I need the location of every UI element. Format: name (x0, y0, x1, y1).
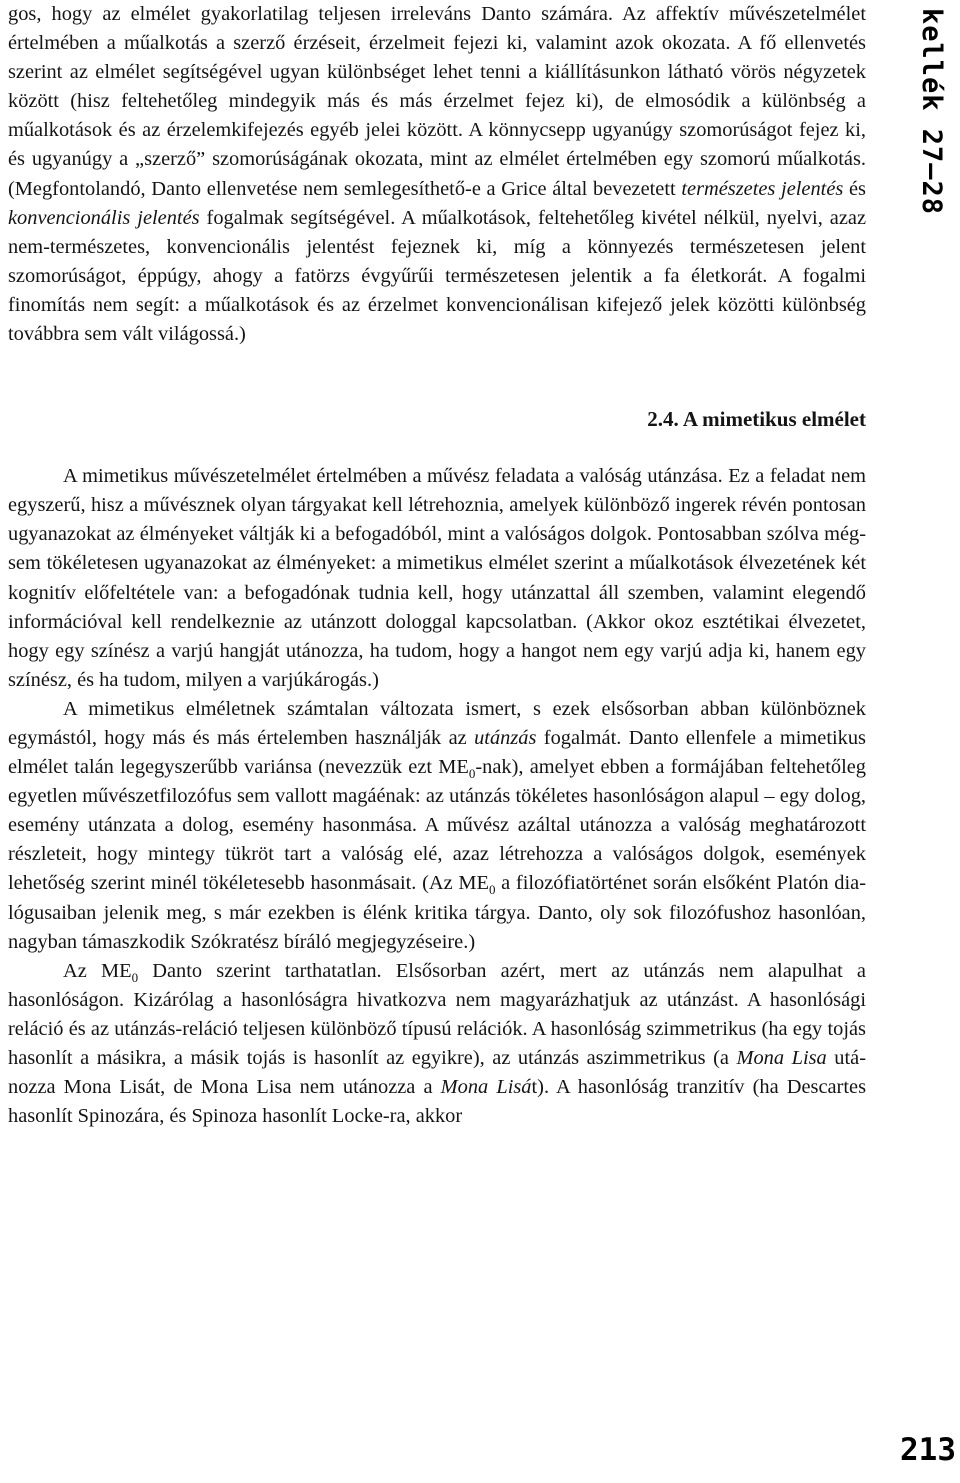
paragraph-text: és (843, 177, 866, 200)
italic-title: Mona Lisa (736, 1047, 827, 1069)
subscript: 0 (488, 882, 496, 898)
paragraph-text: A mimetikus elméletnek számtalan változata ismert, s ezek elsősorban abban különböznek egymástól, hogy más és más értelemben használják az (8, 697, 866, 749)
paragraph-mimetic-variants (8, 695, 866, 957)
italic-term: utánzás (474, 726, 537, 749)
paragraph-text: utánozza Mona Lisát, de Mona Lisa nem utánozza a (8, 1047, 867, 1099)
paragraph-text: t). A hasonlóság tranzitív (ha Descartes hasonlít Spinozára, és Spinoza hasonlít Locke-ra, akkor (8, 1076, 866, 1128)
text-column (8, 0, 866, 1131)
subscript: 0 (131, 969, 139, 985)
italic-title: Mona Lisá (440, 1076, 532, 1099)
paragraph-text: a filozófiatörténet során elsőként Platón dialógusaiban jelenik meg, s már ezekben is élénk kritika tárgya. Danto, oly sok filozófushoz hasonlóan, nagyban támaszkodik Szókratész bíráló megjegyzéseire.) (8, 872, 867, 953)
paragraph-mimetic-intro: A mimetikus művészetelmélet értelmében a művész feladata a valóság utánzása. Ez a feladat nem egyszerű, hisz a művésznek olyan tárgyakat kell létrehoznia, amelyek különböző ingerek révén pontosan ugyanazokat az élményeket váltják ki a befogadóból, mint a valóságos dolgok. Pontosabban szólva mégsem tökéletesen ugyanazokat az élményeket: a mimetikus elmélet szerint a műalkotások élvezetének két kognitív előfeltétele van: a befogadónak tudnia kell, hogy utánzattal áll szemben, valamint elegendő információval kell rendelkeznie az utánzott dologgal kapcsolatban. (Akkor okoz esztétikai élvezetet, hogy egy színész a varjú hangját utánozza, ha tudom, hogy a hangot nem egy varjú adja ki, hanem egy színész, és ha tudom, milyen a varjúkárogás.) (8, 465, 866, 691)
running-head: kellék 27–28 (916, 8, 947, 216)
paragraph-text: gos, hogy az elmélet gyakorlatilag teljesen irreleváns Danto számára. Az affektív művészetelmélet értelmében a műalkotás a szerző érzéseit, érzelmeit fejezi ki, valamint azok okozata. A fő ellenvetés szerint az elmélet segítségével ugyan különbséget lehet tenni a kiállításunkon látható vörös négyzetek között (hisz feltehetőleg mindegyik más és más érzelmet fejez ki), de elmosódik a különbség a műalkotások és az érzelemkifejezés egyéb jelei között. A könnycsepp ugyanúgy szomorúságot fejez ki, és ugyanúgy a „szerző” szomorúságának okozata, mint az elmélet értelmében egy szomorú műalkotás. (Megfontolandó, Danto ellenvetése nem semlegesíthető-e a Grice által bevezetett (8, 3, 866, 200)
paragraph-affective-theory (8, 0, 866, 349)
italic-term: konvencionális jelentés (8, 206, 200, 229)
paragraph-text: -nak), amelyet ebben a formájában feltehetőleg egyetlen művészetfilozófus sem vallott magáénak: az utánzás tökéletes hasonlóságon alapul – egy dolog, esemény utánzata a dolog, esemény hasonmása. A művész azáltal utánozza a valóság meghatározott részleteit, hogy mintegy tükröt tart a valóság elé, azaz létrehozza a valóságos dolgok, események lehetőség szerint minél tökéletesebb hasonmásait. (Az ME (8, 756, 866, 895)
paragraph-text: fogalmak segítségével. A műalkotások, feltehetőleg kivétel nélkül, nyelvi, azaz nem-természetes, konvencionális jelentést fejeznek ki, míg a könnyezés természetesen jelent szomorúságot, éppúgy, ahogy a fatörzs évgyűrűi természetesen jelentik a fa életkorát. A fogalmi finomítás nem segít: a műalkotások és az érzelmet konvencionálisan kifejező jelek közötti különbség továbbra sem vált világossá.) (8, 206, 867, 346)
paragraph-danto-critique (8, 957, 866, 1132)
section-heading: 2.4. A mimetikus elmélet (647, 407, 866, 432)
paragraph-text: fogalmát. Danto ellenfele a mimetikus elmélet talán legegyszerűbb variánsa (nevezzük ezt ME (8, 726, 866, 779)
page-number: 213 (900, 1432, 956, 1468)
paragraph-text: Az ME (63, 959, 132, 982)
subscript: 0 (468, 766, 476, 782)
paragraph-text: Danto szerint tarthatatlan. Elsősorban azért, mert az utánzás nem alapulhat a hasonlóságon. Kizárólag a hasonlóságra hivatkozva nem magyarázhatjuk az utánzást. A hasonlósági reláció és az utánzás-reláció teljesen különböző típusú relációk. A hasonlóság szimmetrikus (ha egy tojás hasonlít a másikra, a másik tojás is hasonlít az egyikre), az utánzás aszimmetrikus (a (8, 959, 866, 1069)
italic-term: természetes jelentés (681, 177, 844, 200)
